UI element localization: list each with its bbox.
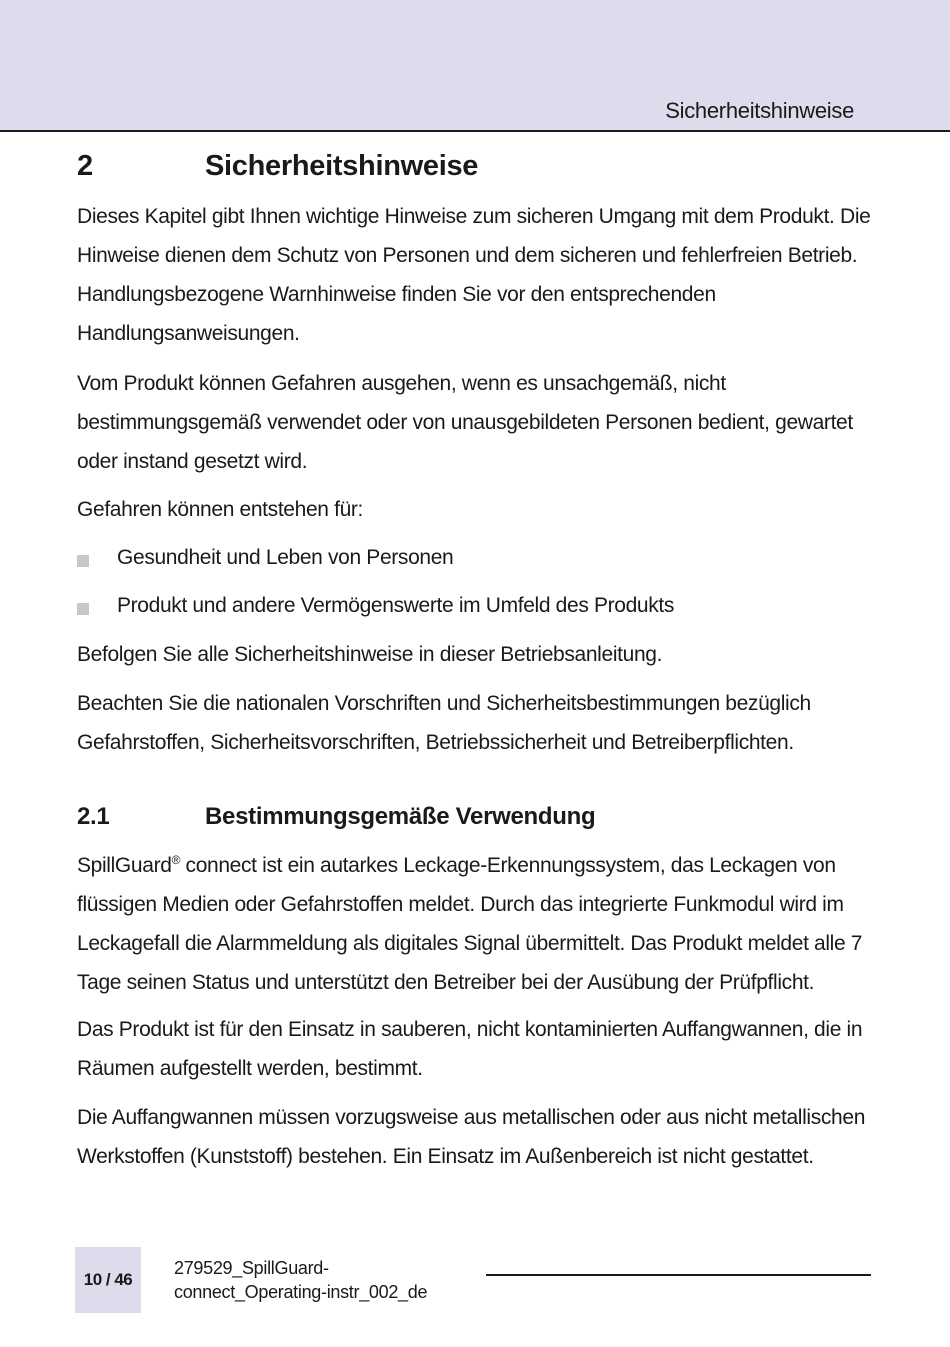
document-id [174, 1256, 474, 1304]
section-title: Sicherheitshinweise [205, 150, 479, 182]
section-number: 2 [77, 150, 93, 182]
subsection-paragraph-1 [77, 846, 877, 1002]
subsection-number: 2.1 [77, 803, 110, 830]
document-id-line-2: connect_Operating-instr_002_de [174, 1282, 428, 1302]
square-bullet-icon [77, 603, 89, 615]
running-title: Sicherheitshinweise [665, 98, 854, 123]
subsection-title: Bestimmungsgemäße Verwendung [205, 803, 596, 830]
document-id-line-1: 279529_SpillGuard- [174, 1258, 329, 1278]
bullet-text: Gesundheit und Leben von Personen [117, 546, 454, 569]
intro-text: connect ist ein autarkes Leckage-Erkennungssystem, das Leckagen von flüssigen Medien oder Gefahrstoffen meldet. Durch das integrierte Funkmodul wird im Leckagefall die Alarmmeldung als digitales Signal übermittelt. Das Produkt meldet alle 7 Tage seinen Status und unterstützt den Betreiber bei der Ausübung der Prüfpflicht. [77, 854, 863, 994]
product-name: SpillGuard [77, 854, 172, 877]
bullet-text: Produkt und andere Vermögenswerte im Umfeld des Produkts [117, 594, 675, 617]
subsection-paragraph-3: Die Auffangwannen müssen vorzugsweise aus metallischen oder aus nicht metallischen Werkstoffen (Kunststoff) bestehen. Ein Einsatz im Außenbereich ist nicht gestattet. [77, 1106, 866, 1168]
section-paragraph-5: Beachten Sie die nationalen Vorschriften und Sicherheitsbestimmungen bezüglich Gefahrstoffen, Sicherheitsvorschriften, Betriebssicherheit und Betreiberpflichten. [77, 692, 811, 754]
page-number: 10 / 46 [75, 1247, 141, 1313]
section-paragraph-3: Gefahren können entstehen für: [77, 498, 364, 521]
section-heading [77, 150, 478, 183]
subsection-paragraph-2: Das Produkt ist für den Einsatz in sauberen, nicht kontaminierten Auffangwannen, die in Räumen aufgestellt werden, bestimmt. [77, 1018, 863, 1080]
section-paragraph-2: Vom Produkt können Gefahren ausgehen, wenn es unsachgemäß, nicht bestimmungsgemäß verwendet oder von unausgebildeten Personen bedient, gewartet oder instand gesetzt wird. [77, 372, 853, 473]
trademark-symbol: ® [171, 853, 181, 867]
section-paragraph-1: Dieses Kapitel gibt Ihnen wichtige Hinweise zum sicheren Umgang mit dem Produkt. Die Hinweise dienen dem Schutz von Personen und dem sicheren und fehlerfreien Betrieb. Handlungsbezogene Warnhinweise finden Sie vor den entsprechenden Handlungsanweisungen. [77, 205, 871, 345]
subsection-heading [77, 803, 595, 831]
section-paragraph-4: Befolgen Sie alle Sicherheitshinweise in dieser Betriebsanleitung. [77, 643, 663, 666]
footer-rule [486, 1274, 871, 1276]
square-bullet-icon [77, 555, 89, 567]
header-band [0, 0, 950, 132]
